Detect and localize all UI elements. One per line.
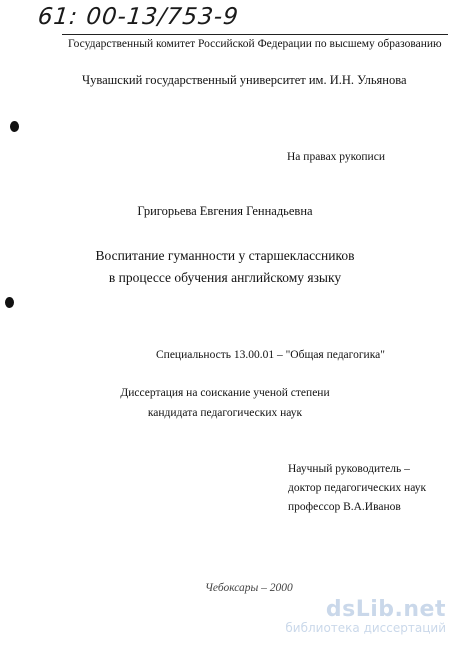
watermark-brand: dsLib.net [325,597,446,622]
supervisor-line-1: Научный руководитель – [288,463,410,475]
degree-line-1: Диссертация на соискание ученой степени [120,387,330,399]
binding-hole-mark [10,121,19,132]
author-name: Григорьева Евгения Геннадьевна [137,204,313,218]
committee-heading: Государственный комитет Российской Федерации по высшему образованию [68,38,442,50]
watermark-subtitle: библиотека диссертаций [285,621,446,635]
supervisor-line-2: доктор педагогических наук [288,482,427,494]
degree-line-2: кандидата педагогических наук [147,407,303,419]
binding-hole-mark [5,297,14,308]
place-and-year: Чебоксары – 2000 [205,582,293,594]
header-rule [62,34,448,35]
manuscript-rights-note: На правах рукописи [287,151,385,163]
dslib-watermark [285,599,446,635]
specialty-line: Специальность 13.00.01 – "Общая педагогика" [156,349,385,361]
university-heading: Чувашский государственный университет им. И.Н. Ульянова [82,73,407,87]
dissertation-title-line-2: в процессе обучения английскому языку [108,270,342,285]
supervisor-line-3: профессор В.А.Иванов [288,501,401,513]
dissertation-title-line-1: Воспитание гуманности у старшеклассников [95,248,355,263]
handwritten-catalog-code: 61: 00-13/753-9 [36,4,241,30]
